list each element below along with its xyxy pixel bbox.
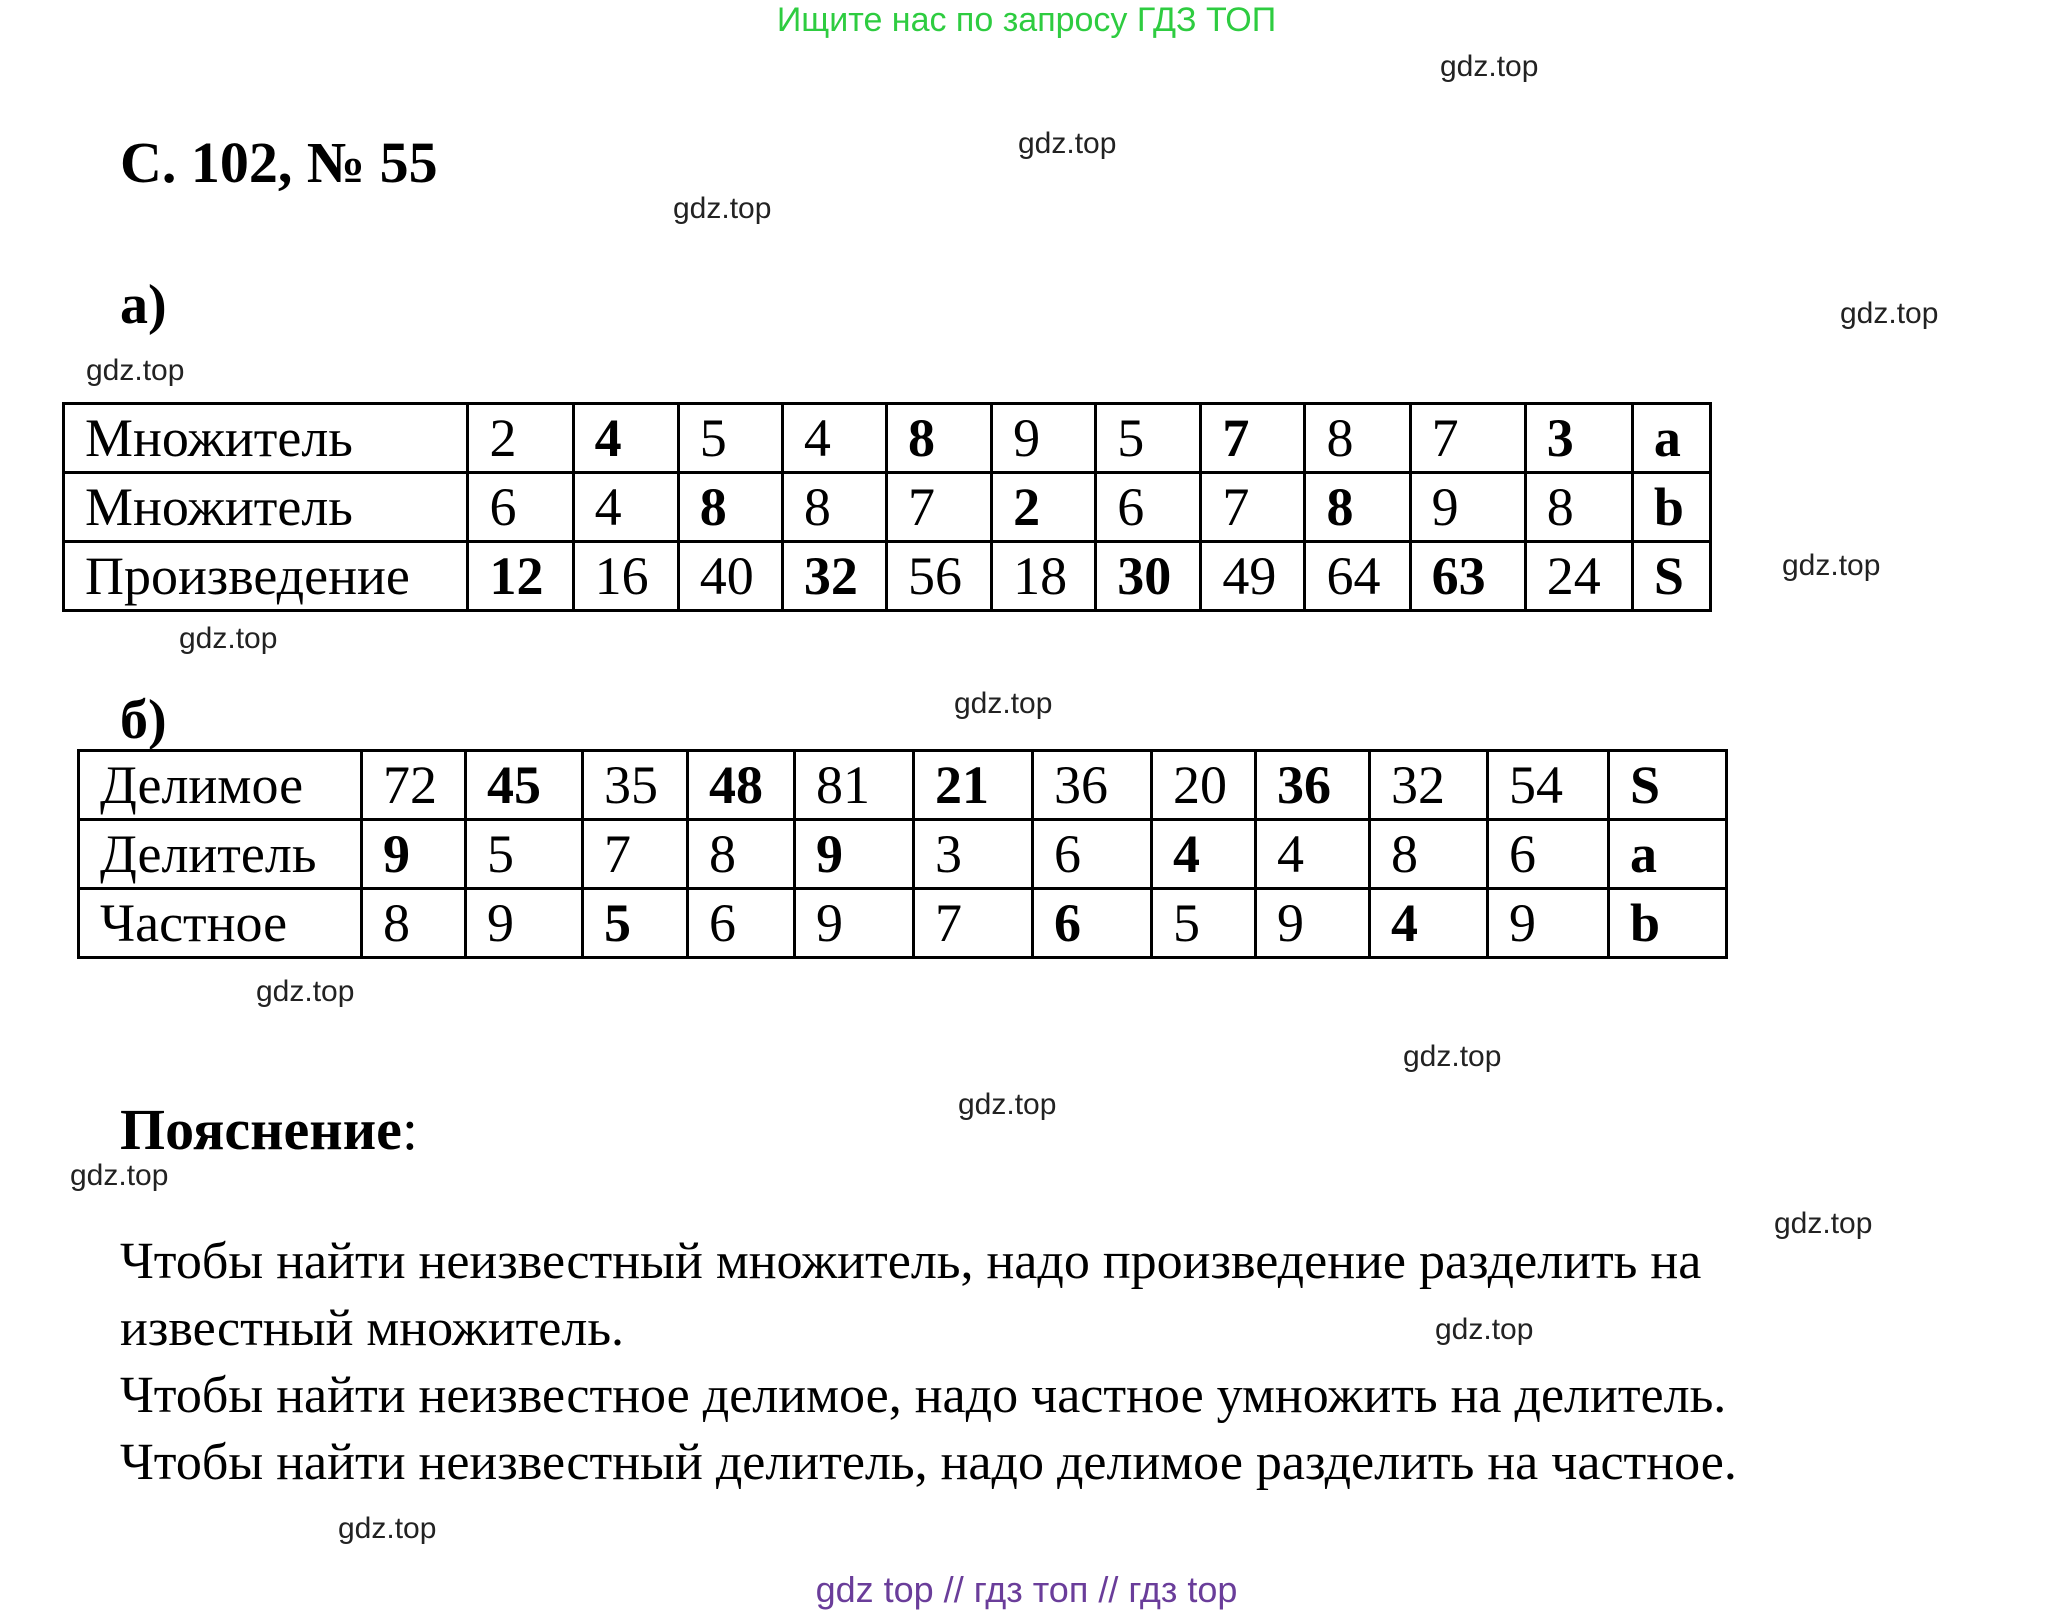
table-cell: 4	[573, 404, 678, 473]
table-cell: 32	[782, 542, 886, 611]
table-cell: 9	[362, 820, 466, 889]
table-cell: 12	[468, 542, 573, 611]
table-cell: 8	[782, 473, 886, 542]
table-cell: 36	[1033, 751, 1152, 820]
table-cell: 7	[1201, 404, 1305, 473]
table-cell: 21	[914, 751, 1033, 820]
table-cell: 4	[1370, 889, 1488, 958]
table-cell: 9	[992, 404, 1096, 473]
table-cell: 20	[1152, 751, 1256, 820]
part-b-label: б)	[120, 689, 167, 751]
table-cell: 35	[583, 751, 688, 820]
table-cell: 16	[573, 542, 678, 611]
table-cell: 56	[886, 542, 991, 611]
table-cell: 8	[1305, 404, 1410, 473]
table-row	[64, 542, 1711, 611]
table-cell: 18	[992, 542, 1096, 611]
table-cell: 7	[886, 473, 991, 542]
watermark: gdz.top	[1440, 50, 1539, 83]
watermark: gdz.top	[256, 975, 355, 1008]
explanation-line: Чтобы найти неизвестный множитель, надо произведение разделить на	[120, 1233, 1702, 1290]
table-cell: 2	[992, 473, 1096, 542]
table-row	[79, 751, 1727, 820]
explanation-line: Чтобы найти неизвестное делимое, надо частное умножить на делитель.	[120, 1367, 1727, 1424]
table-cell: 48	[688, 751, 795, 820]
table-cell: 7	[1201, 473, 1305, 542]
row-header: Множитель	[64, 404, 468, 473]
row-header: Делимое	[79, 751, 362, 820]
table-cell: S	[1632, 542, 1710, 611]
table-cell: 4	[1152, 820, 1256, 889]
table-cell: 8	[1525, 473, 1632, 542]
table-cell: 36	[1256, 751, 1370, 820]
table-cell: 5	[466, 820, 583, 889]
table-cell: 6	[1488, 820, 1609, 889]
table-row	[64, 473, 1711, 542]
table-cell: 3	[1525, 404, 1632, 473]
table-cell: 9	[1256, 889, 1370, 958]
search-banner: Ищите нас по запросу ГДЗ ТОП	[776, 1, 1277, 39]
table-cell: 6	[468, 473, 573, 542]
table-cell: 6	[1033, 820, 1152, 889]
watermark: gdz.top	[1018, 127, 1117, 160]
table-cell: 9	[1410, 473, 1525, 542]
table-cell: 32	[1370, 751, 1488, 820]
table-cell: 45	[466, 751, 583, 820]
table-cell: 8	[362, 889, 466, 958]
table-cell: 2	[468, 404, 573, 473]
table-cell: b	[1609, 889, 1727, 958]
table-cell: b	[1632, 473, 1710, 542]
watermark: gdz.top	[70, 1159, 169, 1192]
table-cell: 6	[1096, 473, 1201, 542]
table-cell: 7	[914, 889, 1033, 958]
table-cell: 4	[573, 473, 678, 542]
division-table-body	[79, 751, 1727, 958]
explanation-text	[120, 1228, 2000, 1496]
table-cell: 8	[678, 473, 782, 542]
explanation-title	[120, 1095, 418, 1165]
footer-links: gdz top // гдз топ // гдз top	[815, 1569, 1238, 1610]
table-cell: 9	[1488, 889, 1609, 958]
watermark: gdz.top	[1774, 1207, 1873, 1240]
table-cell: 64	[1305, 542, 1410, 611]
row-header: Делитель	[79, 820, 362, 889]
watermark: gdz.top	[86, 354, 185, 387]
table-cell: 6	[1033, 889, 1152, 958]
watermark: gdz.top	[1782, 549, 1881, 582]
explanation-line: известный множитель.	[120, 1300, 625, 1357]
watermark: gdz.top	[1840, 297, 1939, 330]
table-row	[79, 889, 1727, 958]
table-cell: 5	[1096, 404, 1201, 473]
table-cell: 5	[583, 889, 688, 958]
table-cell: 5	[678, 404, 782, 473]
table-cell: 30	[1096, 542, 1201, 611]
table-cell: 8	[1370, 820, 1488, 889]
watermark: gdz.top	[1403, 1040, 1502, 1073]
explanation-title-text: Пояснение	[120, 1097, 402, 1162]
table-cell: 6	[688, 889, 795, 958]
row-header: Частное	[79, 889, 362, 958]
watermark: gdz.top	[338, 1512, 437, 1545]
table-cell: 9	[795, 820, 914, 889]
explanation-colon: :	[401, 1097, 418, 1162]
table-cell: 8	[886, 404, 991, 473]
table-row	[79, 820, 1727, 889]
table-cell: 9	[466, 889, 583, 958]
table-cell: 81	[795, 751, 914, 820]
table-cell: 40	[678, 542, 782, 611]
table-cell: 54	[1488, 751, 1609, 820]
table-row	[64, 404, 1711, 473]
table-cell: 7	[1410, 404, 1525, 473]
watermark: gdz.top	[673, 192, 772, 225]
table-cell: 7	[583, 820, 688, 889]
watermark: gdz.top	[1435, 1313, 1534, 1346]
table-cell: a	[1632, 404, 1710, 473]
table-cell: 63	[1410, 542, 1525, 611]
division-table	[77, 749, 1728, 959]
table-cell: 3	[914, 820, 1033, 889]
table-cell: 4	[1256, 820, 1370, 889]
multiplication-table-body	[64, 404, 1711, 611]
table-cell: S	[1609, 751, 1727, 820]
table-cell: 5	[1152, 889, 1256, 958]
table-cell: 8	[688, 820, 795, 889]
page-title: С. 102, № 55	[120, 130, 438, 195]
table-cell: 8	[1305, 473, 1410, 542]
multiplication-table	[62, 402, 1712, 612]
row-header: Произведение	[64, 542, 468, 611]
table-cell: 9	[795, 889, 914, 958]
table-cell: 24	[1525, 542, 1632, 611]
watermark: gdz.top	[179, 622, 278, 655]
table-cell: 72	[362, 751, 466, 820]
table-cell: 4	[782, 404, 886, 473]
watermark: gdz.top	[958, 1088, 1057, 1121]
part-a-label: а)	[120, 274, 167, 336]
watermark: gdz.top	[954, 687, 1053, 720]
table-cell: a	[1609, 820, 1727, 889]
row-header: Множитель	[64, 473, 468, 542]
explanation-line: Чтобы найти неизвестный делитель, надо делимое разделить на частное.	[120, 1434, 1737, 1491]
table-cell: 49	[1201, 542, 1305, 611]
